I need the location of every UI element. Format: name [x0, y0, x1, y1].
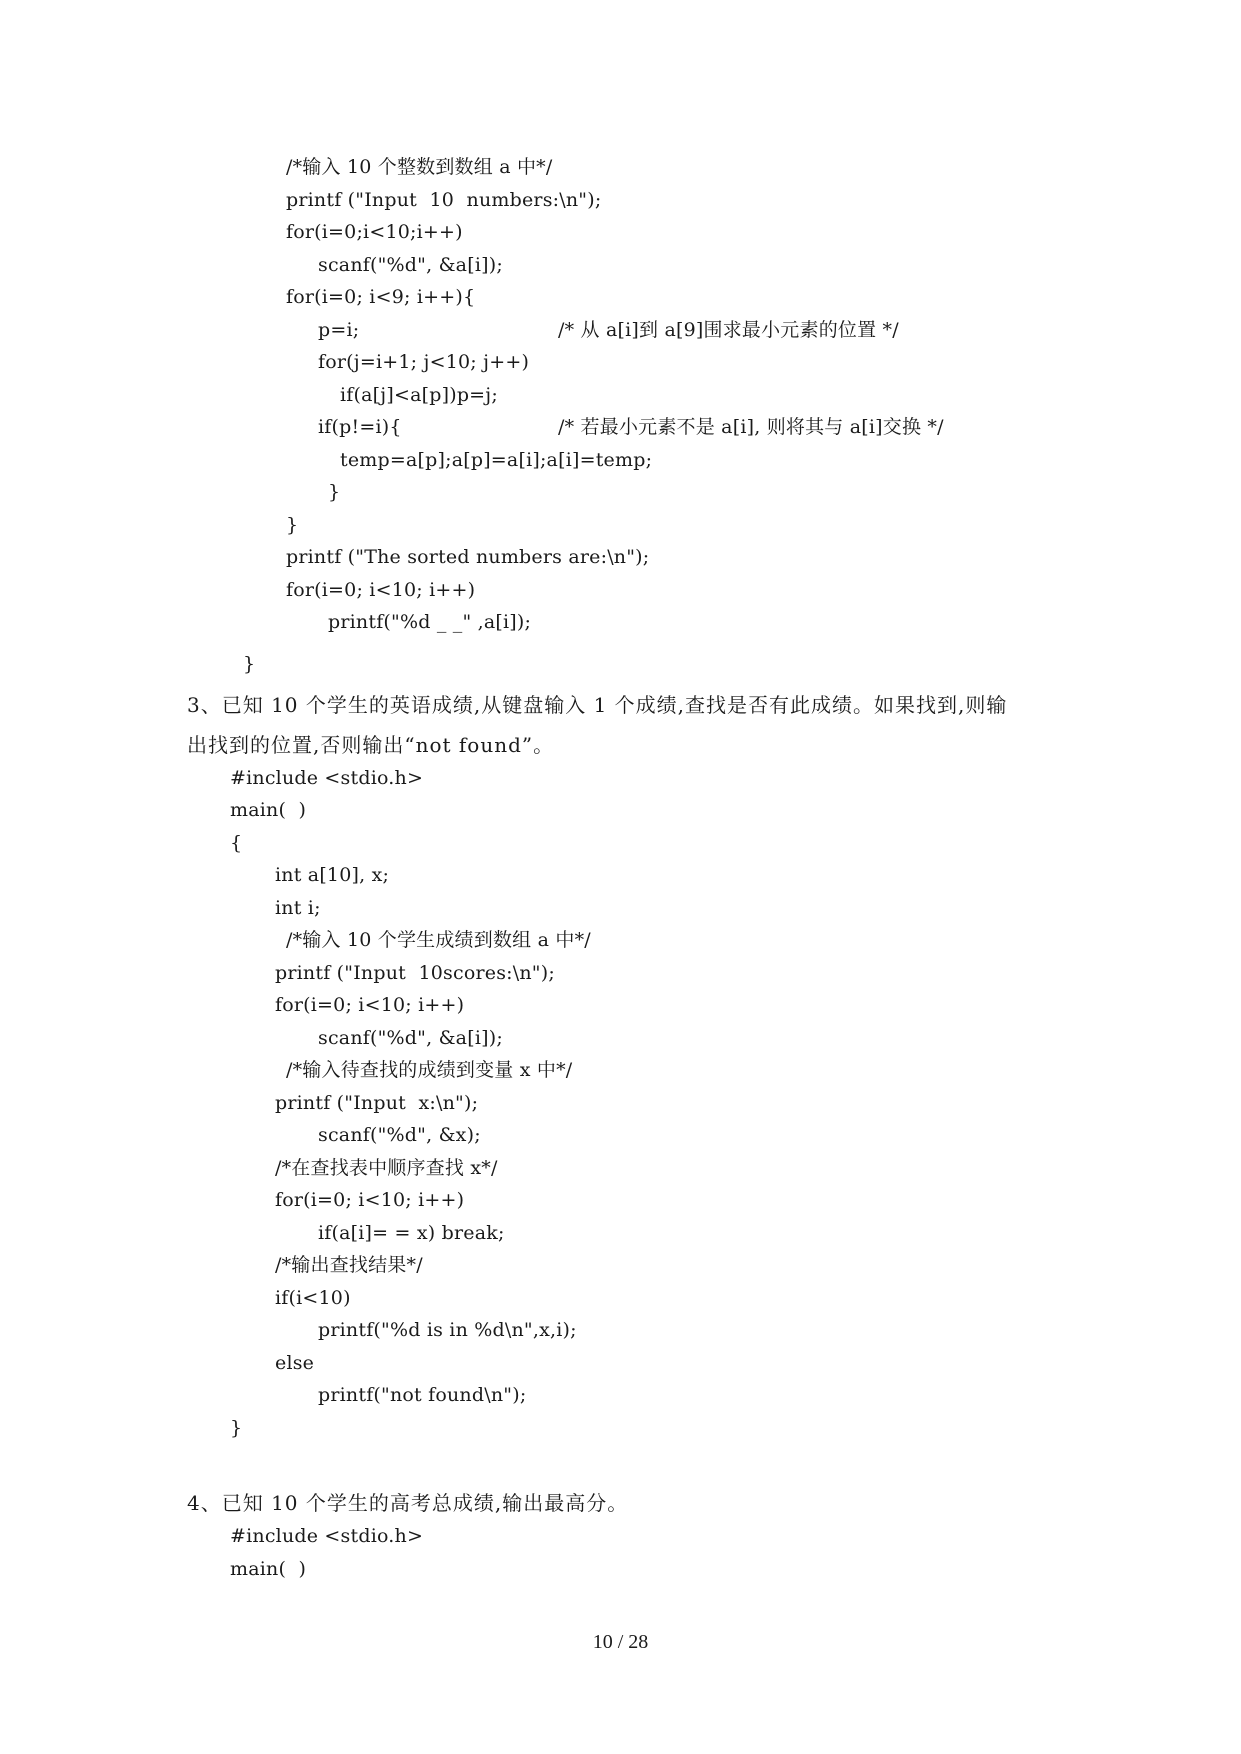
- code-line: for(i=0; i<10; i++): [275, 994, 465, 1016]
- code-line: printf("%d _ _" ,a[i]);: [328, 611, 532, 633]
- code-comment: /* 若最小元素不是 a[i], 则将其与 a[i]交换 */: [558, 416, 944, 438]
- code-line: if(i<10): [275, 1287, 351, 1309]
- code-comment-input-numbers: /*输入 10 个整数到数组 a 中*/: [286, 156, 553, 178]
- code-comment: /*输入待查找的成绩到变量 x 中*/: [286, 1059, 573, 1081]
- code-include: #include <stdio.h>: [230, 1525, 424, 1547]
- code-comment: /*输入 10 个学生成绩到数组 a 中*/: [286, 929, 591, 951]
- code-comment: /*在查找表中顺序查找 x*/: [275, 1157, 498, 1179]
- code-line: printf ("The sorted numbers are:\n");: [286, 546, 650, 568]
- code-line: temp=a[p];a[p]=a[i];a[i]=temp;: [340, 449, 653, 471]
- code-line: printf ("Input 10scores:\n");: [275, 962, 555, 984]
- code-line: scanf("%d", &a[i]);: [318, 254, 503, 276]
- code-line: for(i=0;i<10;i++): [286, 221, 463, 243]
- code-line: else: [275, 1352, 315, 1374]
- code-line: for(i=0; i<10; i++): [286, 579, 476, 601]
- code-line: if(a[i]= = x) break;: [318, 1222, 505, 1244]
- code-line: if(p!=i){: [318, 416, 402, 438]
- code-line: p=i;: [318, 319, 360, 341]
- code-line: int a[10], x;: [275, 864, 390, 886]
- code-line: printf ("Input 10 numbers:\n");: [286, 189, 602, 211]
- code-line: if(a[j]<a[p])p=j;: [340, 384, 498, 406]
- code-line: int i;: [275, 897, 321, 919]
- code-main: main( ): [230, 1558, 307, 1580]
- question-4-text-line-1: 4、已知 10 个学生的高考总成绩,输出最高分。: [187, 1491, 629, 1515]
- code-line: printf("%d is in %d\n",x,i);: [318, 1319, 577, 1341]
- code-comment: /* 从 a[i]到 a[9]围求最小元素的位置 */: [558, 319, 899, 341]
- code-main: main( ): [230, 799, 307, 821]
- code-line: printf("not found\n");: [318, 1384, 527, 1406]
- question-3-text-line-2: 出找到的位置,否则输出“not found”。: [187, 733, 555, 757]
- code-brace: {: [230, 832, 243, 854]
- code-comment: /*输出查找结果*/: [275, 1254, 423, 1276]
- code-include: #include <stdio.h>: [230, 767, 424, 789]
- code-line: for(j=i+1; j<10; j++): [318, 351, 530, 373]
- code-line: for(i=0; i<9; i++){: [286, 286, 476, 308]
- page-number: 10 / 28: [592, 1631, 649, 1653]
- code-brace: }: [230, 1417, 243, 1439]
- code-brace: }: [328, 481, 341, 503]
- question-3-text-line-1: 3、已知 10 个学生的英语成绩,从键盘输入 1 个成绩,查找是否有此成绩。如果找到,则输: [187, 693, 1008, 717]
- code-line: scanf("%d", &a[i]);: [318, 1027, 503, 1049]
- code-brace: }: [243, 653, 256, 675]
- code-brace: }: [286, 514, 299, 536]
- code-line: scanf("%d", &x);: [318, 1124, 481, 1146]
- code-line: for(i=0; i<10; i++): [275, 1189, 465, 1211]
- code-line: printf ("Input x:\n");: [275, 1092, 479, 1114]
